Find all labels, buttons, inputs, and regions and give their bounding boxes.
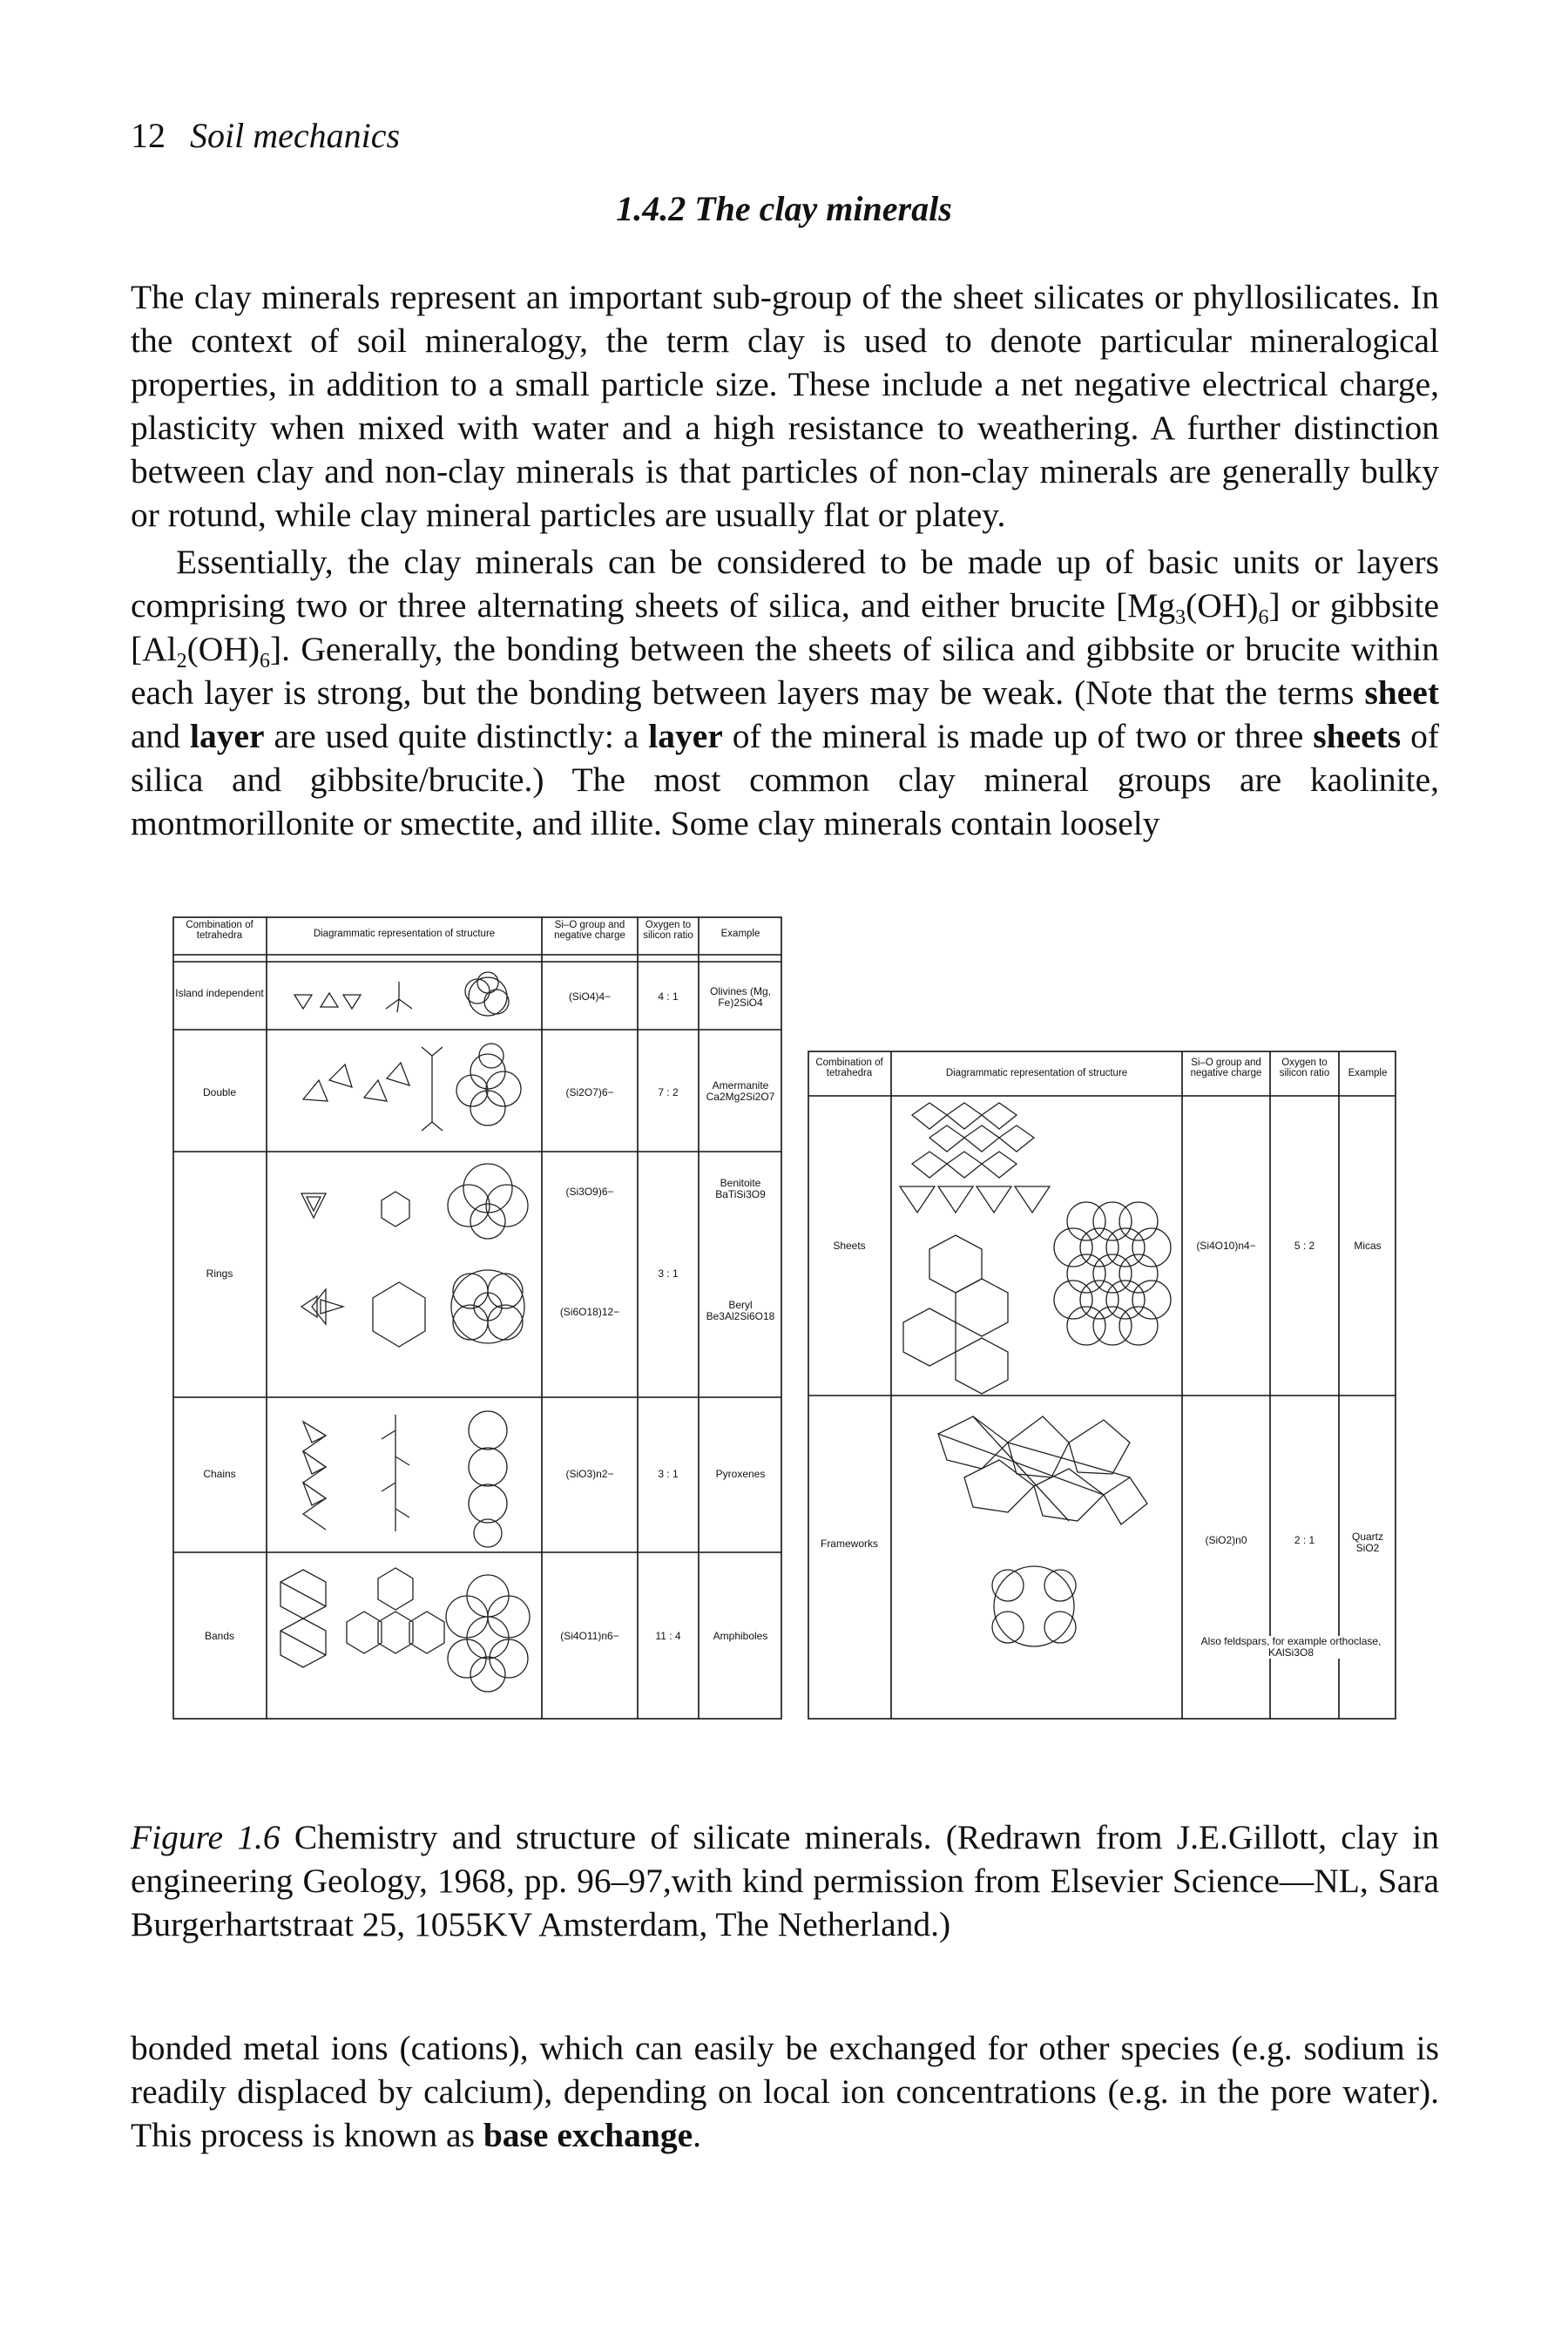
left-header-sio: Si–O group and negative charge bbox=[554, 920, 625, 941]
row-label-sheets: Sheets bbox=[833, 1240, 866, 1252]
left-header-diagram: Diagrammatic representation of structure bbox=[313, 929, 496, 939]
row-label-rings: Rings bbox=[206, 1267, 233, 1280]
section-title: 1.4.2 The clay minerals bbox=[616, 189, 952, 228]
figure-left-drawing bbox=[172, 916, 782, 1720]
row-label-chains: Chains bbox=[203, 1468, 236, 1480]
rings-ratio: 3 : 1 bbox=[658, 1267, 679, 1280]
right-header-example: Example bbox=[1348, 1068, 1388, 1078]
rings-example-2: Beryl Be3Al2Si6O18 bbox=[706, 1299, 775, 1322]
frameworks-ratio: 2 : 1 bbox=[1294, 1534, 1315, 1546]
term-layer: layer bbox=[189, 717, 265, 755]
term-sheets: sheets bbox=[1313, 717, 1402, 755]
term-sheet: sheet bbox=[1364, 673, 1439, 712]
right-header-sio: Si–O group and negative charge bbox=[1190, 1058, 1262, 1078]
sheets-example: Micas bbox=[1354, 1240, 1382, 1252]
chains-ratio: 3 : 1 bbox=[658, 1468, 679, 1480]
frameworks-group: (SiO2)n0 bbox=[1205, 1534, 1247, 1546]
rings-example-1: Benitoite BaTiSi3O9 bbox=[715, 1177, 766, 1200]
bands-ratio: 11 : 4 bbox=[655, 1630, 681, 1642]
page-number: 12 bbox=[131, 116, 166, 155]
frameworks-example: Quartz SiO2 bbox=[1351, 1531, 1383, 1554]
island-group: (SiO4)4− bbox=[568, 990, 612, 1003]
running-head bbox=[131, 115, 400, 156]
figure-caption: Figure 1.6 Chemistry and structure of silicate minerals. (Redrawn from J.E.Gillott, clay in engineering Geology, 1968, pp. 96–97,with kind permission from Elsevier Science—NL, Sara Burgerhartstraat 25, 1055KV Amsterdam, The Netherland.) bbox=[131, 1818, 1439, 1943]
row-label-bands: Bands bbox=[204, 1630, 235, 1642]
double-example: Amermanite Ca2Mg2Si2O7 bbox=[706, 1079, 775, 1103]
paragraph-2: Essentially, the clay minerals can be considered to be made up of basic units or layers comprising two or three alternating sheets of silica, and either brucite $[Mg_3(OH)_6]$ or gibbsite $[Al_2(OH)_6]$. Generally, the bonding between the sheets of silica and gibbsite or brucite within each layer is strong, but the bonding between layers may be weak. (Note that the terms sheet and layer are used quite distinctly: a layer of the mineral is made up of two or three sheets of silica and gibbsite/brucite.) The most common clay mineral groups are kaolinite, montmorillonite or smectite, and illite. Some clay minerals contain loosely bbox=[131, 543, 1440, 842]
figure-right-drawing bbox=[808, 1051, 1396, 1720]
chains-group: (SiO3)n2− bbox=[565, 1468, 614, 1480]
paragraph-3: bonded metal ions (cations), which can easily be exchanged for other species (e.g. sodium is readily displaced by calcium), depending on local ion concentrations (e.g. in the pore water). This process is known as base exchange. bbox=[131, 2029, 1439, 2154]
island-ratio: 4 : 1 bbox=[658, 990, 679, 1003]
left-header-example: Example bbox=[720, 929, 760, 939]
figure-label: Figure 1.6 bbox=[131, 1818, 280, 1856]
figure-table-right bbox=[808, 1051, 1396, 1720]
bands-group: (Si4O11)n6− bbox=[560, 1630, 619, 1642]
double-ratio: 7 : 2 bbox=[658, 1086, 679, 1098]
rings-group-2: (Si6O18)12− bbox=[559, 1306, 620, 1318]
right-header-ratio: Oxygen to silicon ratio bbox=[1279, 1058, 1330, 1078]
term-base-exchange: base exchange bbox=[483, 2116, 693, 2154]
running-title: Soil mechanics bbox=[190, 116, 401, 155]
sheets-group: (Si4O10)n4− bbox=[1196, 1240, 1256, 1252]
paragraph-1: The clay minerals represent an important sub-group of the sheet silicates or phyllosilicates. In the context of soil mineralogy, the term clay is used to denote particular mineralogical properties, in addition to a small particle size. These include a net negative electrical charge, plasticity when mixed with water and a high resistance to weathering. A further distinction between clay and non-clay minerals is that particles of non-clay minerals are generally bulky or rotund, while clay mineral particles are usually flat or platey. bbox=[131, 278, 1439, 534]
left-header-combination: Combination of tetrahedra bbox=[186, 920, 253, 941]
island-example: Olivines (Mg, Fe)2SiO4 bbox=[709, 985, 771, 1009]
row-label-frameworks: Frameworks bbox=[820, 1538, 878, 1550]
double-group: (Si2O7)6− bbox=[565, 1086, 614, 1098]
sheet-framework-sketches bbox=[900, 1103, 1171, 1646]
figure-table-left bbox=[172, 916, 782, 1720]
silicate-structure-sketches bbox=[280, 972, 530, 1692]
term-layer-2: layer bbox=[648, 717, 723, 755]
bands-example: Amphiboles bbox=[713, 1630, 768, 1642]
frameworks-note: Also feldspars, for example orthoclase, KAlSi3O8 bbox=[1191, 1636, 1391, 1659]
row-label-island: Island independent bbox=[175, 987, 264, 999]
chains-example: Pyroxenes bbox=[715, 1468, 766, 1480]
rings-group-1: (Si3O9)6− bbox=[565, 1186, 614, 1198]
right-header-diagram: Diagrammatic representation of structure bbox=[945, 1068, 1128, 1078]
row-label-double: Double bbox=[202, 1086, 237, 1098]
right-header-combination: Combination of tetrahedra bbox=[815, 1058, 883, 1078]
left-header-ratio: Oxygen to silicon ratio bbox=[643, 920, 693, 941]
sheets-ratio: 5 : 2 bbox=[1294, 1240, 1315, 1252]
